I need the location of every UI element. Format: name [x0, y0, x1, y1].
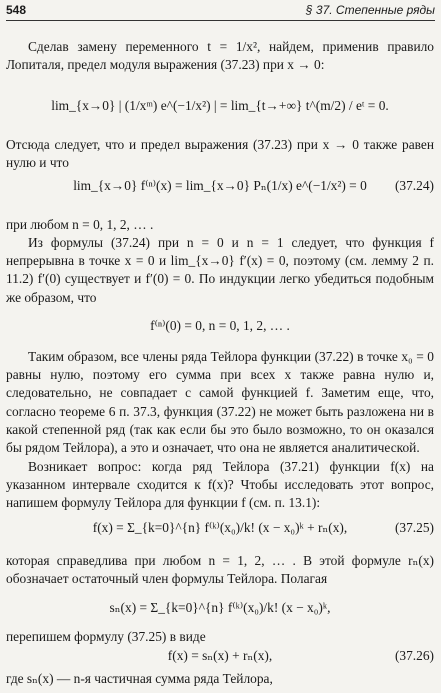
equation-number-37-25: (37.25) [394, 520, 434, 535]
section-title: § 37. Степенные ряды [305, 3, 435, 17]
paragraph-7: которая справедлива при любом n = 1, 2, … . В этой формуле rₙ(x) обозначает остаточный член формулы Тейлора. Полагая [6, 553, 434, 587]
page-header [6, 3, 435, 19]
header-rule [6, 20, 435, 21]
paragraph-4: Из формулы (37.24) при n = 0 и n = 1 следует, что функция f непрерывна в точке x = 0 и lim_{x→0} f′(x) = 0, поэтому (см. лемму 2 п. 11.2) f′(0) существует и f′(0) = 0. По индукции легко убедиться подобным же образом, что [6, 235, 434, 305]
formula-limit-modulus: lim_{x→0} | (1/xᵐ) e^(−1/x²) | = lim_{t→+∞} t^(m/2) / eᵗ = 0. [51, 98, 389, 113]
formula-37-24 [6, 178, 434, 194]
paragraph-6: Возникает вопрос: когда ряд Тейлора (37.21) функции f(x) на указанном интервале сходится к f(x)? Чтобы исследовать этот вопрос, напишем формулу Тейлора для функции f (см. п. 13.1): [6, 459, 434, 511]
page-number: 548 [6, 3, 27, 17]
paragraph-1: Сделав замену переменного t = 1/x², найдем, применив правило Лопиталя, предел модуля выражения (37.23) при x → 0: [6, 39, 434, 73]
paragraph-8: перепишем формулу (37.25) в виде [6, 629, 206, 644]
formula-37-25 [6, 520, 434, 536]
paragraph-5: Таким образом, все члены ряда Тейлора функции (37.22) в точке x₀ = 0 равны нулю, поэтому его сумма при всех x также равна нулю и, следовательно, не совпадает с самой функцией f. Заметим еще, что, согласно теореме 6 п. 37.3, функция (37.22) не может быть разложена ни в какой степенной ряд (так как если бы это было возможно, то он оказался бы рядом Тейлора), а это и означает, что она не является аналитической. [6, 349, 434, 456]
formula-partial-sum: sₙ(x) = Σ_{k=0}^{n} f⁽ᵏ⁾(x₀)/k! (x − x₀)ᵏ, [109, 600, 331, 615]
formula-37-25-body: f(x) = Σ_{k=0}^{n} f⁽ᵏ⁾(x₀)/k! (x − x₀)ᵏ + rₙ(x), [92, 520, 348, 535]
paragraph-9: где sₙ(x) — n-я частичная сумма ряда Тейлора, [6, 671, 273, 686]
equation-number-37-26: (37.26) [394, 648, 434, 663]
paragraph-3: при любом n = 0, 1, 2, … . [6, 217, 154, 232]
formula-37-26 [6, 648, 434, 664]
formula-derivative-zero: f⁽ⁿ⁾(0) = 0, n = 0, 1, 2, … . [150, 318, 290, 333]
formula-37-24-body: lim_{x→0} f⁽ⁿ⁾(x) = lim_{x→0} Pₙ(1/x) e^(−1/x²) = 0 [73, 178, 367, 193]
formula-37-26-body: f(x) = sₙ(x) + rₙ(x), [167, 648, 273, 663]
paragraph-2: Отсюда следует, что и предел выражения (37.23) при x → 0 также равен нулю и что [6, 137, 434, 171]
equation-number-37-24: (37.24) [394, 178, 434, 193]
